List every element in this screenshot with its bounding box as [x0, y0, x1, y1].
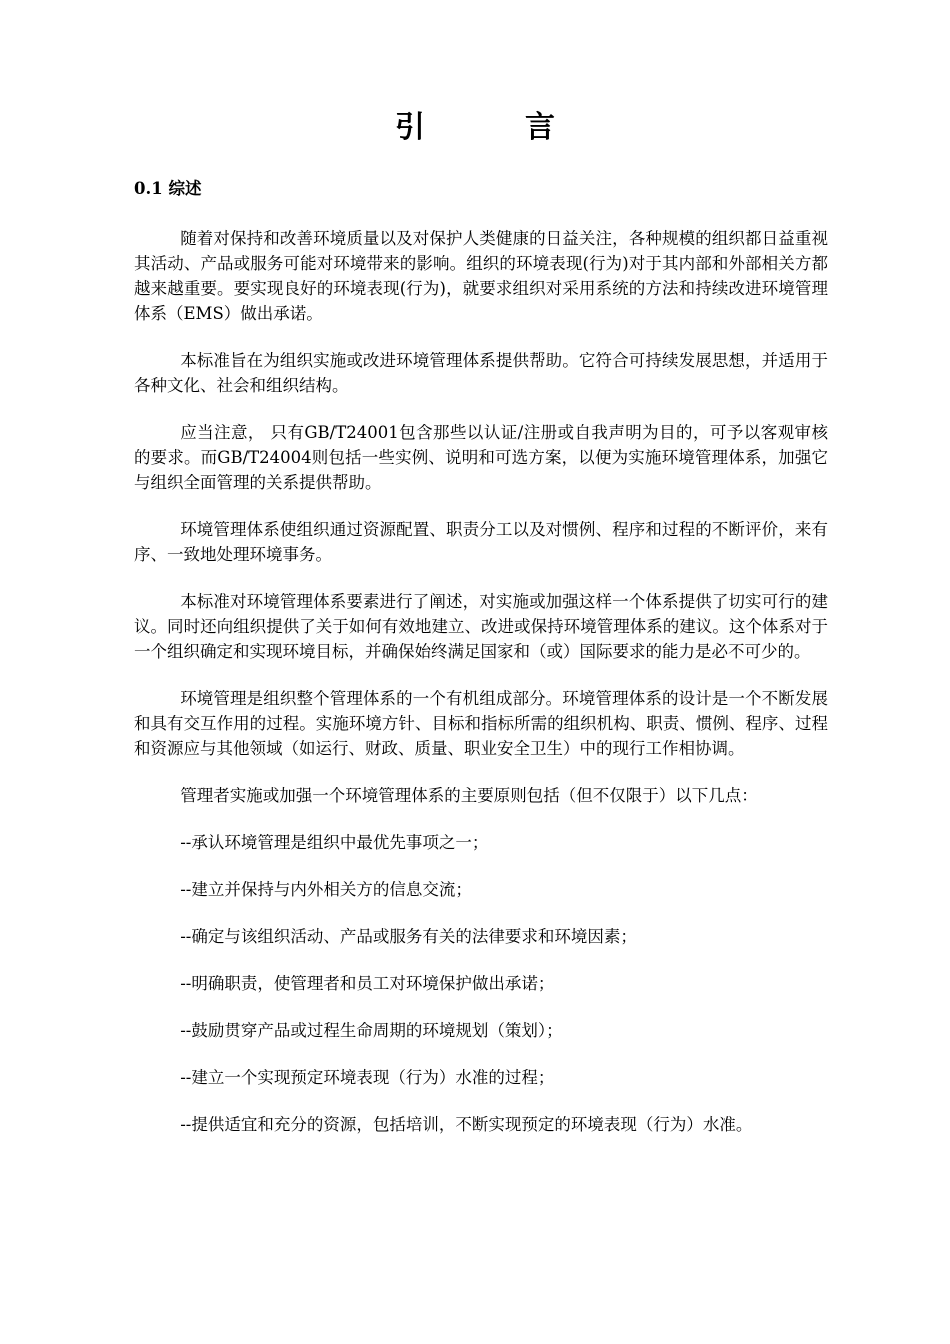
- paragraph-ems-function: 环境管理体系使组织通过资源配置、职责分工以及对惯例、程序和过程的不断评价，来有序、一致地处理环境事务。: [134, 520, 828, 564]
- section-heading: 0.1 综述: [134, 179, 202, 198]
- paragraph-purpose: 本标准旨在为组织实施或改进环境管理体系提供帮助。它符合可持续发展思想，并适用于各种文化、社会和组织结构。: [134, 351, 828, 395]
- paragraph-note: 应当注意， 只有GB/T24001包含那些以认证/注册或自我声明为目的，可予以客观审核的要求。而GB/T24004则包括一些实例、说明和可选方案，以便为实施环境管理体系，加强它与组织全面管理的关系提供帮助。: [134, 423, 828, 492]
- paragraph-overview: 随着对保持和改善环境质量以及对保护人类健康的日益关注，各种规模的组织都日益重视其活动、产品或服务可能对环境带来的影响。组织的环境表现(行为)对于其内部和外部相关方都越来越重要。要实现良好的环境表现(行为)，就要求组织对采用系统的方法和持续改进环境管理体系（EMS）做出承诺。: [134, 229, 828, 323]
- page-title: [0, 108, 950, 148]
- list-item: --确定与该组织活动、产品或服务有关的法律要求和环境因素；: [180, 927, 637, 946]
- document-body: [134, 176, 828, 1159]
- paragraph-principles-intro: 管理者实施或加强一个环境管理体系的主要原则包括（但不仅限于）以下几点：: [180, 786, 758, 805]
- list-item: --建立一个实现预定环境表现（行为）水准的过程；: [180, 1068, 555, 1087]
- title-char-1: 引: [395, 110, 425, 145]
- list-item: --建立并保持与内外相关方的信息交流；: [180, 880, 472, 899]
- title-char-2: 言: [525, 110, 555, 145]
- paragraph-standard-scope: 本标准对环境管理体系要素进行了阐述，对实施或加强这样一个体系提供了切实可行的建议。同时还向组织提供了关于如何有效地建立、改进或保持环境管理体系的建议。这个体系对于一个组织确定和实现环境目标，并确保始终满足国家和（或）国际要求的能力是必不可少的。: [134, 592, 828, 661]
- list-item: --鼓励贯穿产品或过程生命周期的环境规划（策划）；: [180, 1021, 563, 1040]
- list-item: --明确职责，使管理者和员工对环境保护做出承诺；: [180, 974, 555, 993]
- list-item: --承认环境管理是组织中最优先事项之一；: [180, 833, 489, 852]
- list-item: --提供适宜和充分的资源，包括培训，不断实现预定的环境表现（行为）水准。: [180, 1115, 753, 1134]
- paragraph-management-integration: 环境管理是组织整个管理体系的一个有机组成部分。环境管理体系的设计是一个不断发展和具有交互作用的过程。实施环境方针、目标和指标所需的组织机构、职责、惯例、程序、过程和资源应与其他领域（如运行、财政、质量、职业安全卫生）中的现行工作相协调。: [134, 689, 828, 758]
